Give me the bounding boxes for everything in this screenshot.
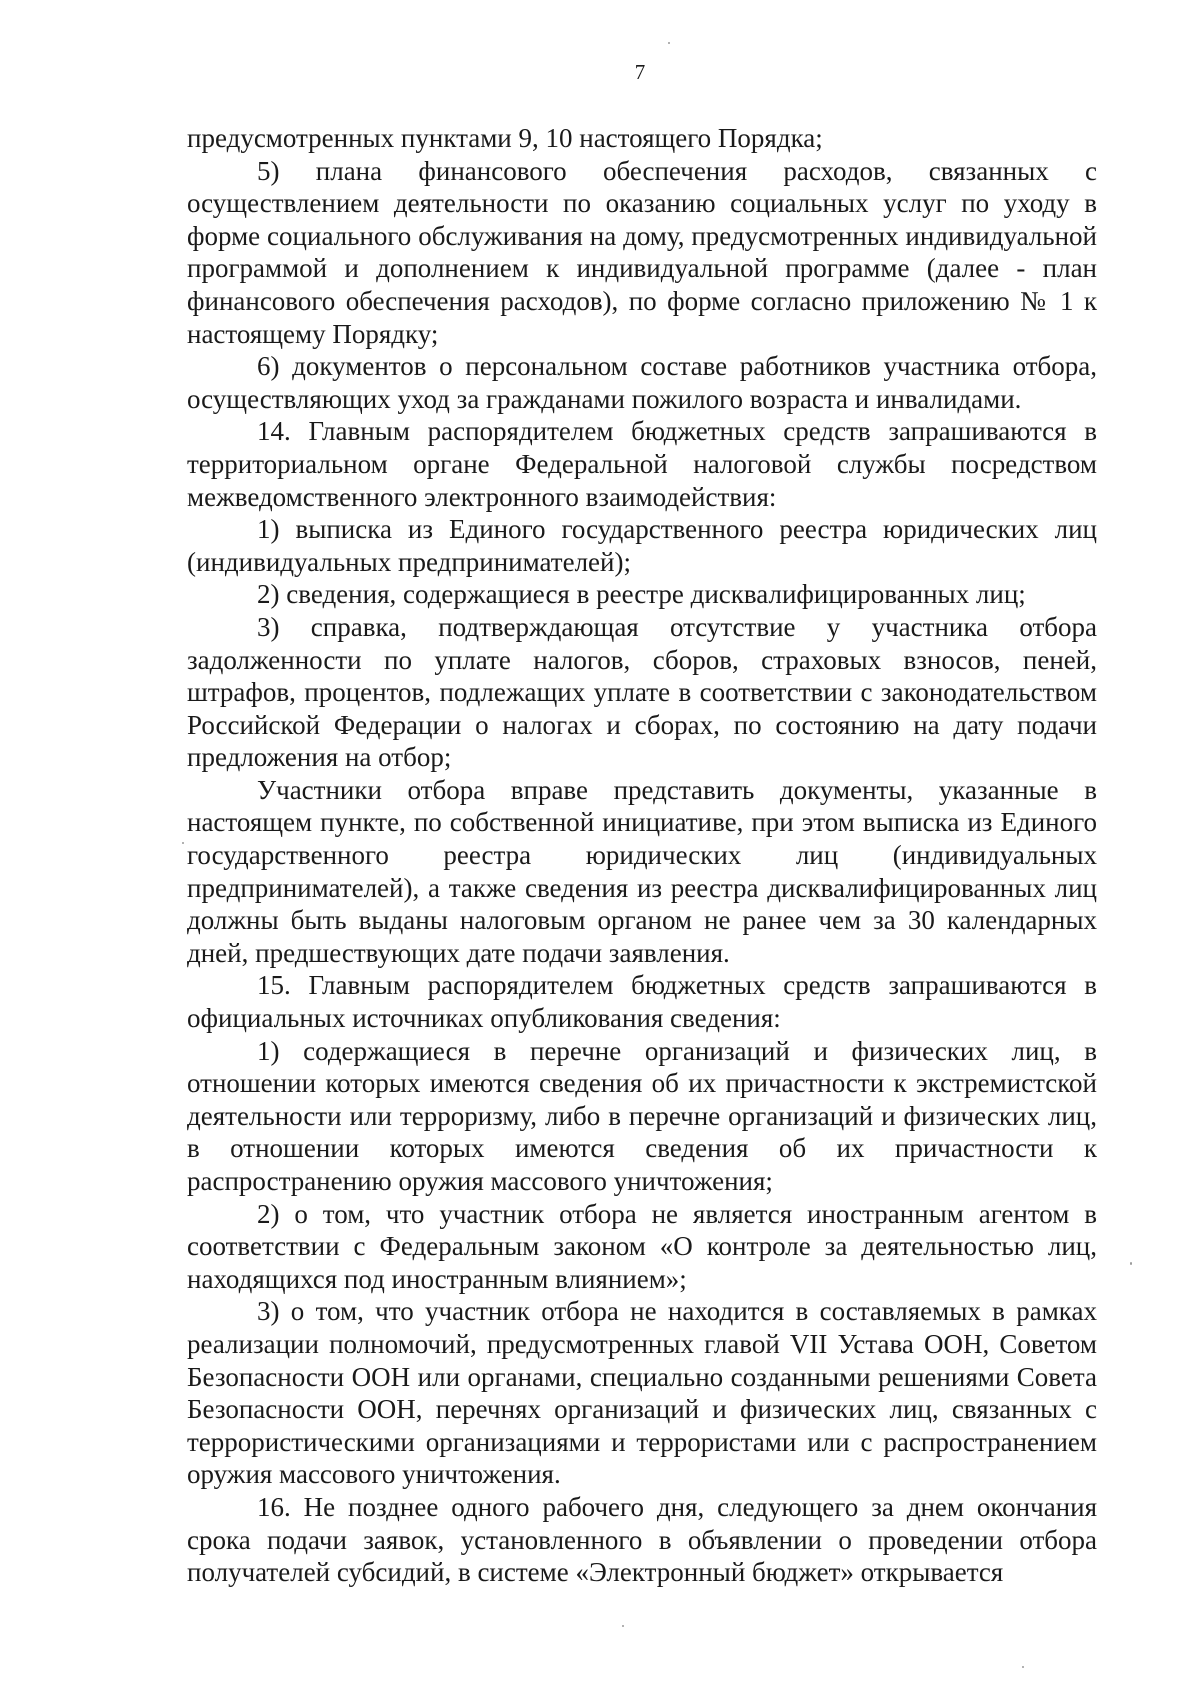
paragraph-participants-note: Участники отбора вправе представить документы, указанные в настоящем пункте, по собственной инициативе, при этом выписка из Единого государственного реестра юридических лиц (индивидуальных предпринимателей), а также сведения из реестра дисквалифицированных лиц должны быть выданы налоговым органом не ранее чем за 30 календарных дней, предшествующих дате подачи заявления.	[187, 774, 1097, 968]
document-body	[187, 122, 1097, 1589]
scan-speck	[622, 1625, 624, 1627]
scan-speck	[1022, 1666, 1024, 1668]
paragraph-clause-14-item-2: 2) сведения, содержащиеся в реестре дисквалифицированных лиц;	[257, 579, 1026, 610]
paragraph-clause-15: 15. Главным распорядителем бюджетных средств запрашиваются в официальных источниках опубликования сведения:	[187, 970, 1097, 1034]
paragraph-clause-15-item-1: 1) содержащиеся в перечне организаций и физических лиц, в отношении которых имеются сведения об их причастности к экстремистской деятельности или терроризму, либо в перечне организаций и физических лиц, в отношении которых имеются сведения об их причастности к распространению оружия массового уничтожения;	[187, 1035, 1097, 1196]
page-number: 7	[634, 60, 646, 84]
paragraph-item-5: 5) плана финансового обеспечения расходов, связанных с осуществлением деятельности по оказанию социальных услуг по уходу в форме социального обслуживания на дому, предусмотренных индивидуальной программой и дополнением к индивидуальной программе (далее - план финансового обеспечения расходов), по форме согласно приложению № 1 к настоящему Порядку;	[187, 155, 1097, 349]
paragraph-clause-15-item-2: 2) о том, что участник отбора не является иностранным агентом в соответствии с Федеральным законом «О контроле за деятельностью лиц, находящихся под иностранным влиянием»;	[187, 1198, 1097, 1294]
scan-speck	[668, 42, 670, 44]
paragraph-item-6: 6) документов о персональном составе работников участника отбора, осуществляющих уход за гражданами пожилого возраста и инвалидами.	[187, 351, 1097, 414]
scan-speck	[1130, 1262, 1132, 1265]
scan-speck	[182, 842, 184, 844]
paragraph-clause-16: 16. Не позднее одного рабочего дня, следующего за днем окончания срока подачи заявок, установленного в объявлении о проведении отбора получателей субсидий, в системе «Электронный бюджет» открывается	[187, 1491, 1097, 1588]
paragraph-clause-14: 14. Главным распорядителем бюджетных средств запрашиваются в территориальном органе Федеральной налоговой службы посредством межведомственного электронного взаимодействия:	[187, 416, 1097, 512]
paragraph-continuation: предусмотренных пунктами 9, 10 настоящего Порядка;	[187, 123, 823, 153]
paragraph-clause-14-item-1: 1) выписка из Единого государственного реестра юридических лиц (индивидуальных предпринимателей);	[187, 514, 1097, 577]
paragraph-clause-15-item-3: 3) о том, что участник отбора не находится в составляемых в рамках реализации полномочий, предусмотренных главой VII Устава ООН, Советом Безопасности ООН или органами, специально созданными решениями Совета Безопасности ООН, перечнях организаций и физических лиц, связанных с террористическими организациями и террористами или с распространением оружия массового уничтожения.	[187, 1296, 1097, 1490]
paragraph-clause-14-item-3: 3) справка, подтверждающая отсутствие у участника отбора задолженности по уплате налогов, сборов, страховых взносов, пеней, штрафов, процентов, подлежащих уплате в соответствии с законодательством Российской Федерации о налогах и сборах, по состоянию на дату подачи предложения на отбор;	[187, 611, 1097, 773]
